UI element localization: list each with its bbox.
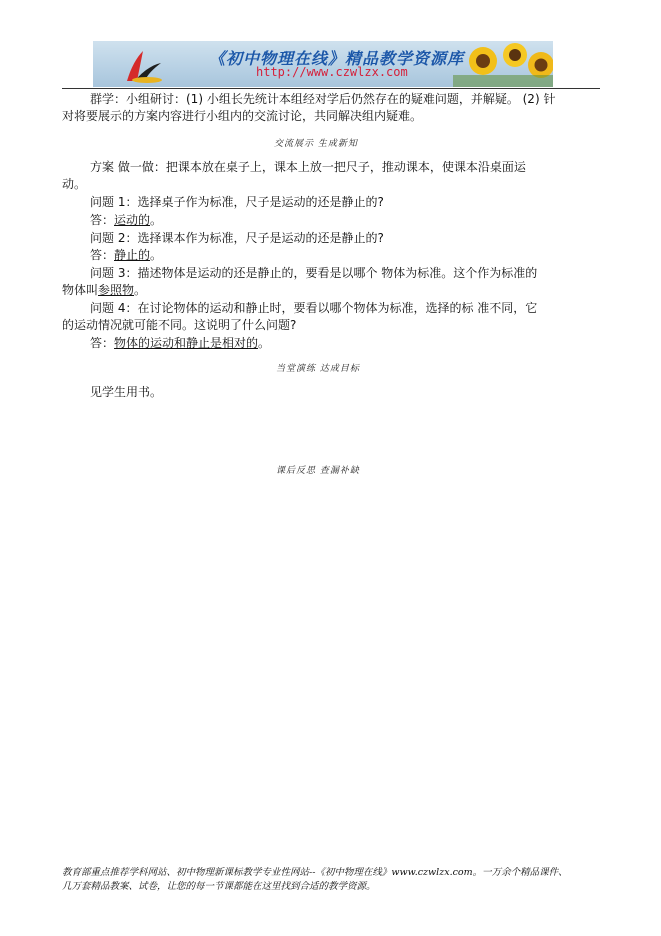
answer-2-prefix: 答： xyxy=(90,248,115,262)
header-rule xyxy=(62,88,600,89)
section-heading-dangtang: 当堂演练 达成目标 xyxy=(276,364,360,374)
footer-line-1: 教育部重点推荐学科网站、初中物理新课标教学专业性网站--《初中物理在线》www.czwlzx.com。一万余个精品课件、 xyxy=(62,867,568,878)
question-1: 问题 1：选择桌子作为标准，尺子是运动的还是静止的? xyxy=(90,195,384,209)
question-3-suffix: 。 xyxy=(134,283,147,297)
answer-4 xyxy=(90,334,270,352)
section-heading-kehou: 课后反思 查漏补缺 xyxy=(276,466,360,476)
question-3-line-1: 问题 3：描述物体是运动的还是静止的，要看是以哪个 物体为标准。这个作为标准的 xyxy=(90,266,538,280)
answer-4-text: 物体的运动和静止是相对的 xyxy=(114,336,259,350)
fangan-line-1: 方案 做一做：把课本放在桌子上，课本上放一把尺子，推动课本，使课本沿桌面运 xyxy=(90,160,526,174)
question-3-answer: 参照物 xyxy=(98,283,135,297)
question-3-prefix: 物体叫 xyxy=(62,283,99,297)
banner-url: http://www.czwlzx.com xyxy=(256,65,408,79)
answer-1-text: 运动的 xyxy=(114,213,151,227)
qun-xue-line-1: 群学：小组研讨：(1) 小组长先统计本组经对学后仍然存在的疑难问题，并解疑。 (2) 针 xyxy=(90,92,556,106)
question-2: 问题 2：选择课本作为标准，尺子是运动的还是静止的? xyxy=(90,231,384,245)
question-4-line-2: 的运动情况就可能不同。这说明了什么问题? xyxy=(62,318,297,332)
fangan-line-2: 动。 xyxy=(62,177,87,191)
dangtang-text: 见学生用书。 xyxy=(90,385,163,399)
answer-2-text: 静止的 xyxy=(114,248,151,262)
answer-1-prefix: 答： xyxy=(90,213,115,227)
footer-line-2: 几万套精品教案、试卷，让您的每一节课都能在这里找到合适的教学资源。 xyxy=(62,881,376,892)
answer-4-suffix: 。 xyxy=(258,336,271,350)
answer-2 xyxy=(90,246,162,264)
header-banner xyxy=(93,41,553,87)
banner-title: 《初中物理在线》精品教学资源库 xyxy=(209,49,465,68)
answer-1 xyxy=(90,211,162,229)
section-heading-jiaoliu: 交流展示 生成新知 xyxy=(274,139,358,149)
answer-1-suffix: 。 xyxy=(150,213,163,227)
question-3-line-2 xyxy=(62,281,146,299)
answer-2-suffix: 。 xyxy=(150,248,163,262)
question-4-line-1: 问题 4：在讨论物体的运动和静止时，要看以哪个物体为标准，选择的标 准不同，它 xyxy=(90,301,538,315)
qun-xue-line-2: 对将要展示的方案内容进行小组内的交流讨论，共同解决组内疑难。 xyxy=(62,109,423,123)
site-logo xyxy=(121,47,165,85)
answer-4-prefix: 答： xyxy=(90,336,115,350)
sunflower-icon xyxy=(453,41,553,87)
